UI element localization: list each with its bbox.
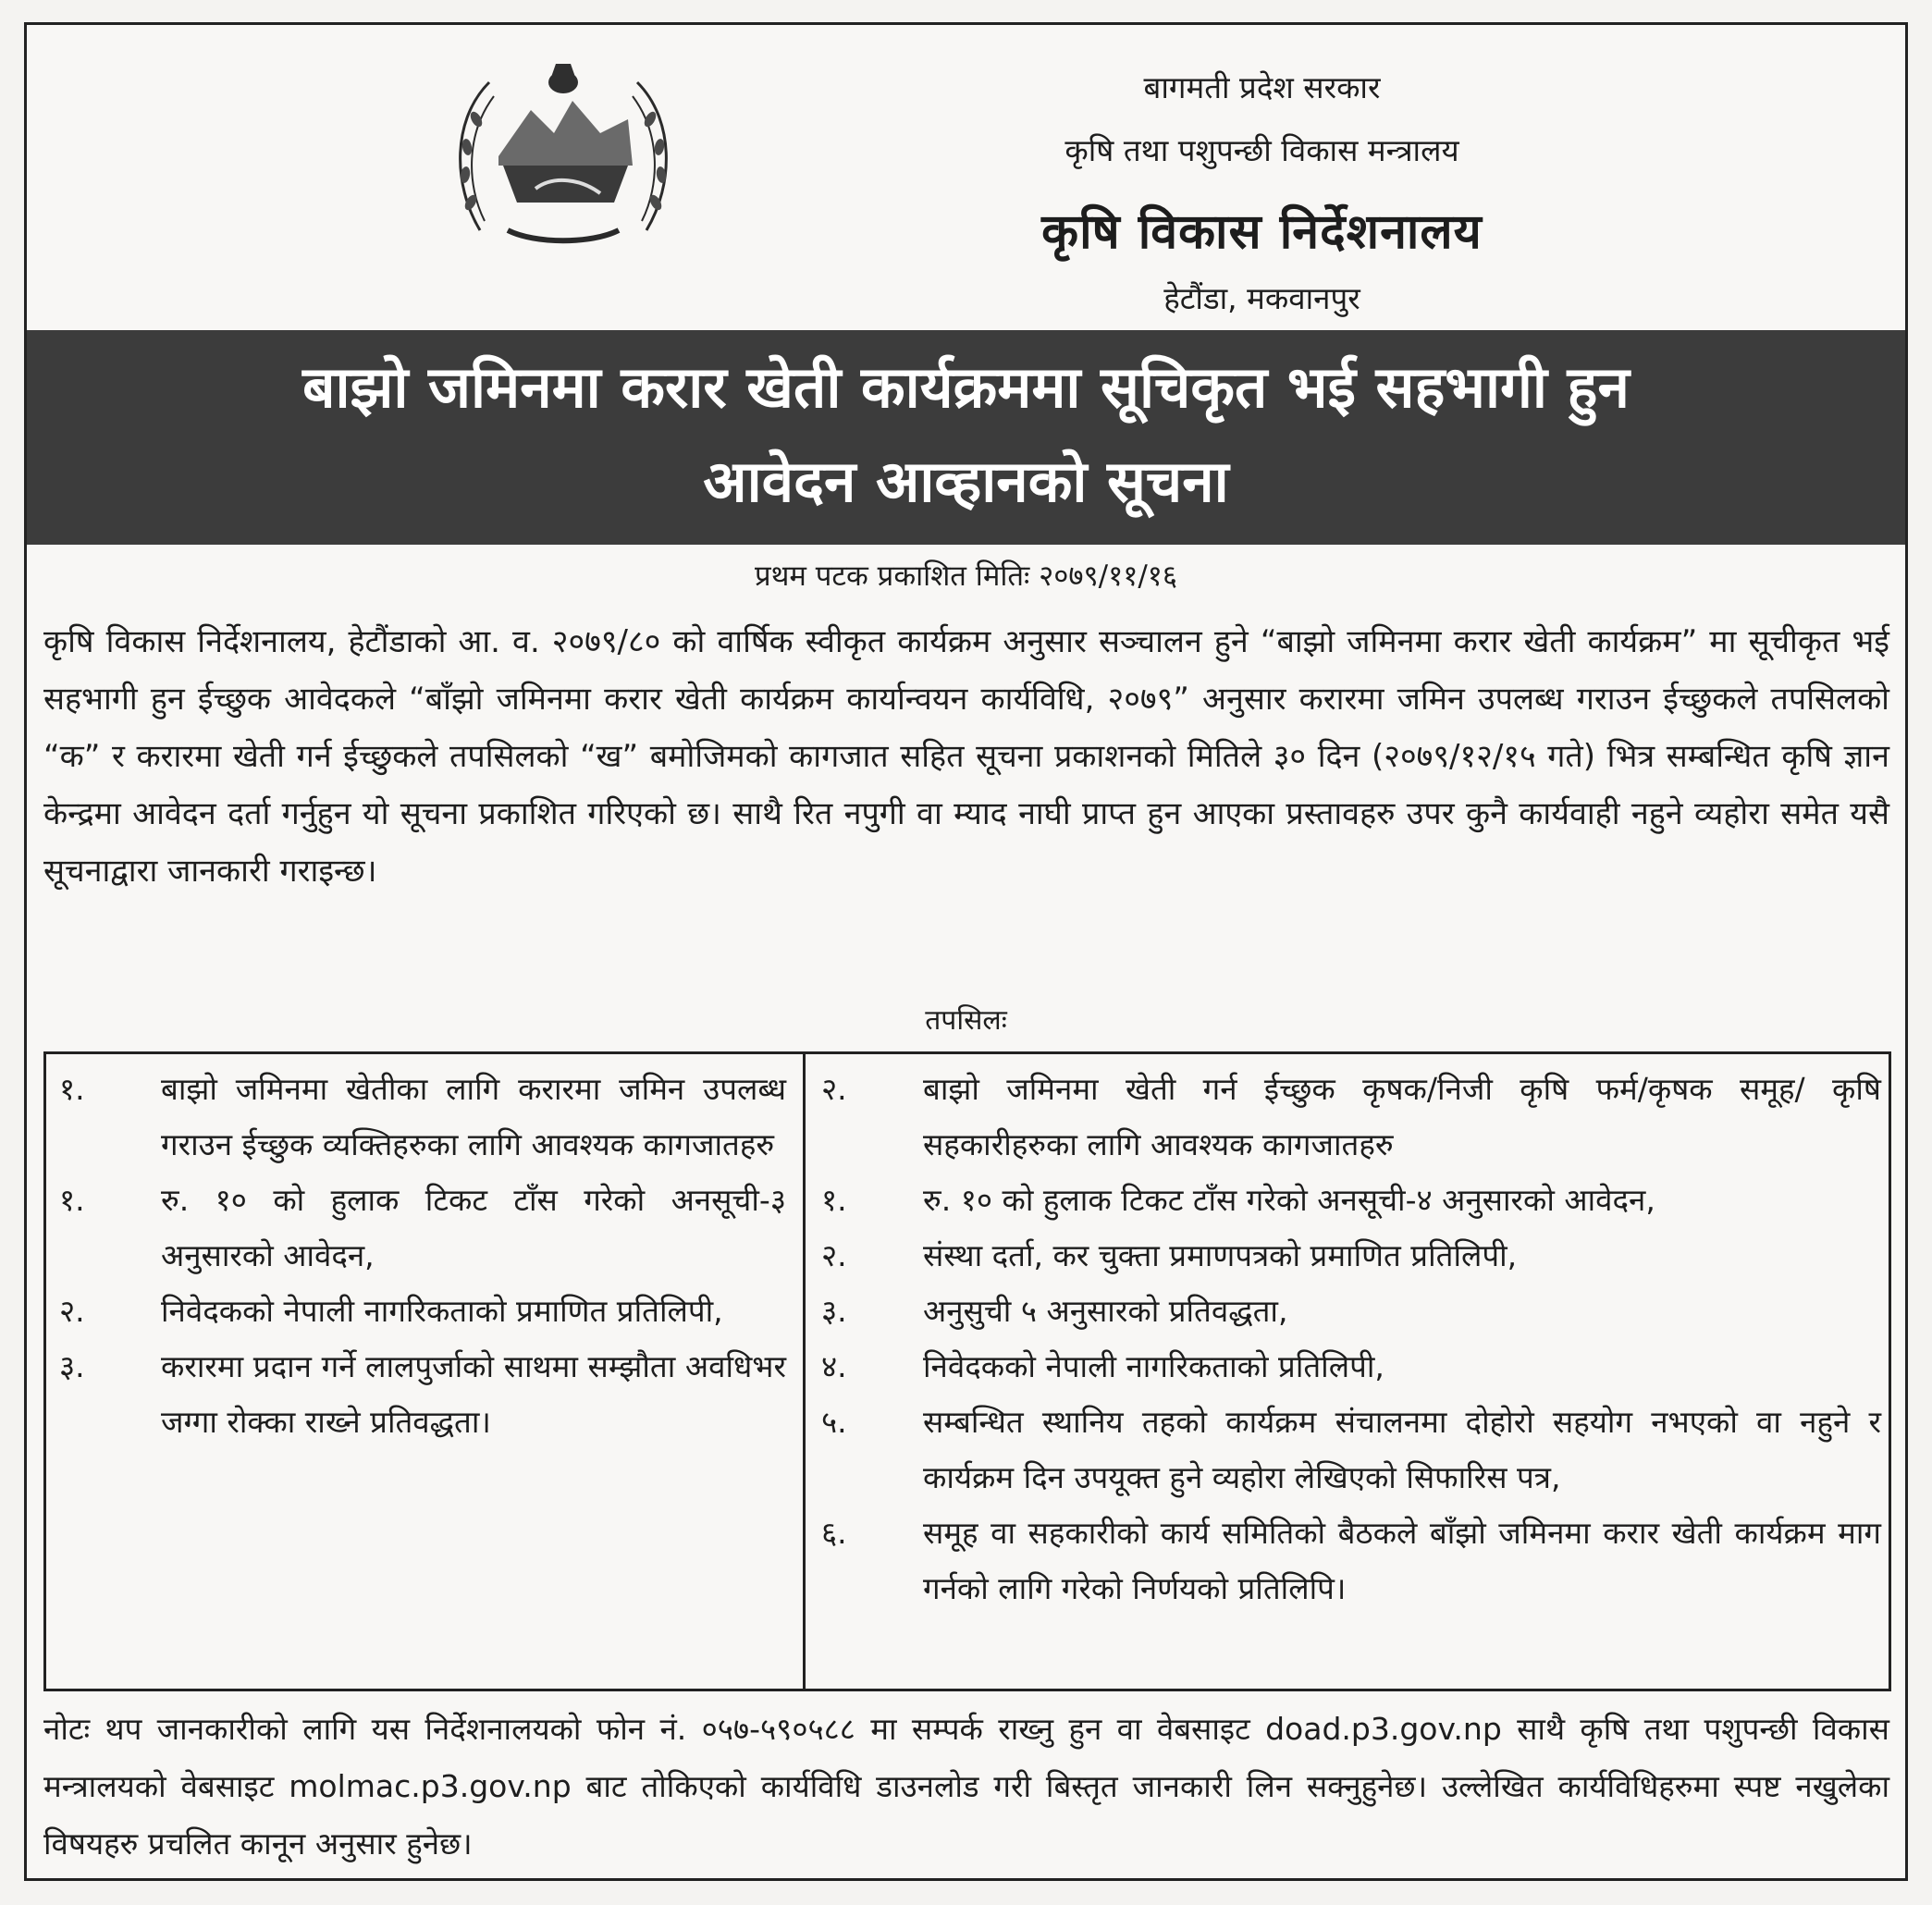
list-item [818,1284,1881,1339]
list-item [818,1339,1881,1395]
government-name: बागमती प्रदेश सरकार [1143,69,1381,105]
office-name: कृषि विकास निर्देशनालय [1041,204,1483,260]
heading-text: बाझो जमिनमा खेतीका लागि करारमा जमिन उपलब्ध गराउन ईच्छुक व्यक्तिहरुका लागि आवश्यक कागजातहरु [161,1071,786,1162]
item-number: ४. [821,1348,847,1384]
list-item [818,1173,1881,1228]
notice-title-line1: बाझो जमिनमा करार खेती कार्यक्रममा सूचिकृत भई सहभागी हुन [302,353,1630,421]
landowner-documents-column [55,1062,786,1450]
office-address: हेटौंडा, मकवानपुर [1163,280,1360,316]
item-number: ५. [821,1404,847,1440]
column-divider [803,1054,806,1689]
list-item [818,1506,1881,1616]
item-number: १. [59,1182,85,1218]
published-date: प्रथम पटक प्रकाशित मितिः २०७९/११/१६ [754,559,1178,593]
notice-title-line2: आवेदन आव्हानको सूचना [703,448,1229,515]
heading-number: २. [821,1071,847,1107]
item-text: रु. १० को हुलाक टिकट टाँस गरेको अनसूची-४ अनुसारको आवेदन, [923,1182,1655,1218]
item-number: ३. [59,1348,85,1384]
contact-note: नोटः थप जानकारीको लागि यस निर्देशनालयको फोन नं. ०५७-५९०५८८ मा सम्पर्क राख्नु हुन वा वेबसाइट doad.p3.gov.np साथै कृषि तथा पशुपन्छी विकास मन्त्रालयको वेबसाइट molmac.p3.gov.np बाट तोकिएको कार्यविधि डाउनलोड गरी बिस्तृत जानकारी लिन सक्नुहुनेछ। उल्लेखित कार्यविधिहरुमा स्पष्ट नखुलेका विषयहरु प्रचलित कानून अनुसार हुनेछ। [43,1711,1889,1862]
item-number: २. [821,1237,847,1273]
notice-body-paragraph: कृषि विकास निर्देशनालय, हेटौंडाको आ. व. २०७९/८० को वार्षिक स्वीकृत कार्यक्रम अनुसार सञ्चालन हुने “बाझो जमिनमा करार खेती कार्यक्रम” मा सूचीकृत भई सहभागी हुन ईच्छुक आवेदकले “बाँझो जमिनमा करार खेती कार्यक्रम कार्यान्वयन कार्यविधि, २०७९” अनुसार करारमा जमिन उपलब्ध गराउन ईच्छुकले तपसिलको “क” र करारमा खेती गर्न ईच्छुकले तपसिलको “ख” बमोजिमको कागजात सहित सूचना प्रकाशनको मितिले ३० दिन (२०७९/१२/१५ गते) भित्र सम्बन्धित कृषि ज्ञान केन्द्रमा आवेदन दर्ता गर्नुहुन यो सूचना प्रकाशित गरिएको छ। साथै रित नपुगी वा म्याद नाघी प्राप्त हुन आएका प्रस्तावहरु उपर कुनै कार्यवाही नहुने व्यहोरा समेत यसै सूचनाद्वारा जानकारी गराइन्छ। [43,623,1889,890]
column-heading [55,1062,786,1173]
notice-sheet [24,22,1908,1881]
item-text: अनुसुची ५ अनुसारको प्रतिवद्धता, [923,1293,1288,1329]
item-text: रु. १० को हुलाक टिकट टाँस गरेको अनसूची-३ अनुसारको आवेदन, [161,1182,786,1273]
column-heading [818,1062,1881,1173]
ministry-name: कृषि तथा पशुपन्छी विकास मन्त्रालय [1064,132,1459,168]
item-text: निवेदकको नेपाली नागरिकताको प्रतिलिपी, [923,1348,1384,1384]
list-item [818,1228,1881,1284]
list-item [55,1173,786,1284]
item-text: समूह वा सहकारीको कार्य समितिको बैठकले बाँझो जमिनमा करार खेती कार्यक्रम माग गर्नको लागि गरेको निर्णयको प्रतिलिपि। [923,1515,1881,1606]
heading-number: १. [59,1071,85,1107]
list-item [55,1284,786,1339]
details-heading: तपसिलः [925,1004,1007,1037]
heading-text: बाझो जमिनमा खेती गर्न ईच्छुक कृषक/निजी कृषि फर्म/कृषक समूह/ कृषि सहकारीहरुका लागि आवश्यक कागजातहरु [923,1071,1881,1162]
item-text: निवेदकको नेपाली नागरिकताको प्रमाणित प्रतिलिपी, [161,1293,723,1329]
item-text: संस्था दर्ता, कर चुक्ता प्रमाणपत्रको प्रमाणित प्रतिलिपी, [923,1237,1518,1273]
item-number: २. [59,1293,85,1329]
item-text: सम्बन्धित स्थानिय तहको कार्यक्रम संचालनमा दोहोरो सहयोग नभएको वा नहुने र कार्यक्रम दिन उपयूक्त हुने व्यहोरा लेखिएको सिफारिस पत्र, [923,1404,1881,1495]
notice-title-banner [27,330,1905,545]
farmer-documents-column [818,1062,1881,1616]
requirements-table [43,1051,1891,1691]
list-item [818,1395,1881,1506]
item-text: करारमा प्रदान गर्ने लालपुर्जाको साथमा सम्झौता अवधिभर जग्गा रोक्का राख्ने प्रतिवद्धता। [161,1348,786,1440]
item-number: १. [821,1182,847,1218]
list-item [55,1339,786,1450]
item-number: ६. [821,1515,847,1551]
item-number: ३. [821,1293,847,1329]
